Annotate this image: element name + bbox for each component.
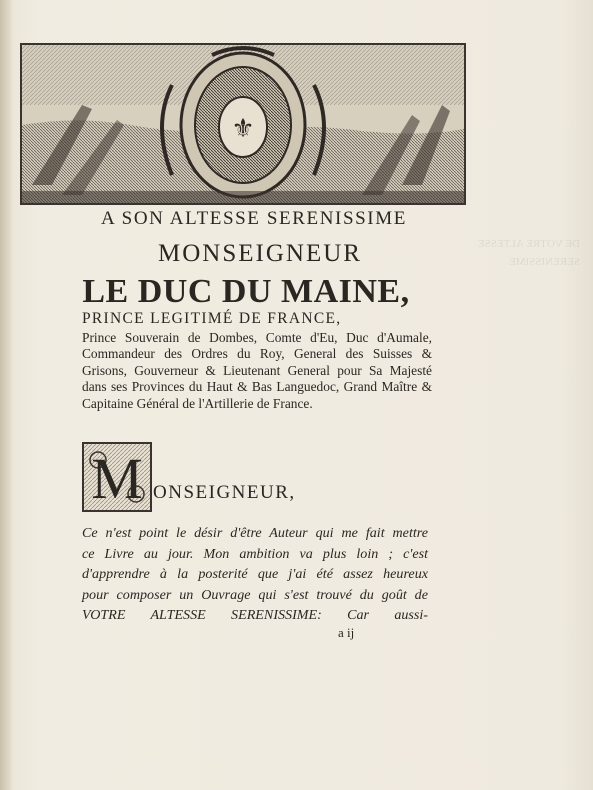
- body-line: Ce n'est point le désir d'être Auteur qui me fait mettre: [82, 525, 428, 541]
- svg-text:⚜: ⚜: [231, 114, 255, 144]
- dedication-line-1: A SON ALTESSE SERENISSIME: [101, 208, 407, 229]
- body-line: ce Livre au jour. Mon ambition va plus loin ; c'est: [82, 545, 428, 562]
- dedication-line-2: MONSEIGNEUR: [158, 240, 362, 267]
- dedicatee-name: LE DUC DU MAINE,: [82, 273, 410, 310]
- signature-mark: a ij: [338, 625, 355, 640]
- dedicatee-titles: Prince Souverain de Dombes, Comte d'Eu, Duc d'Aumale, Commandeur des Ordres du Roy, General des Suisses & Grisons, Gouverneur & Lieutenant General pour Sa Majesté dans ses Provinces du Haut & Bas Languedoc, Grand Maître & Capitaine Général de l'Artillerie de France.: [82, 330, 432, 411]
- bleed-through-text: DE VOTRE ALTESSE SERENISSIME: [477, 238, 580, 268]
- ornamental-initial: [82, 442, 152, 512]
- body-line: d'apprendre à la posterité que j'ai été assez heureux: [82, 566, 428, 582]
- ornamental-initial-art: [84, 444, 150, 510]
- body-text: [82, 523, 428, 626]
- initial-letter: M: [91, 446, 143, 510]
- body-line: pour composer un Ouvrage qui s'est trouvé du goût de: [82, 586, 428, 603]
- book-gutter: [0, 0, 12, 790]
- engraved-headpiece: [20, 43, 466, 205]
- headpiece-engraving: [22, 45, 464, 203]
- dedicatee-rank: PRINCE LEGITIMÉ DE FRANCE,: [82, 310, 342, 327]
- body-line: VOTRE ALTESSE SERENISSIME: Car aussi-: [82, 607, 428, 623]
- salutation: ONSEIGNEUR,: [153, 482, 296, 503]
